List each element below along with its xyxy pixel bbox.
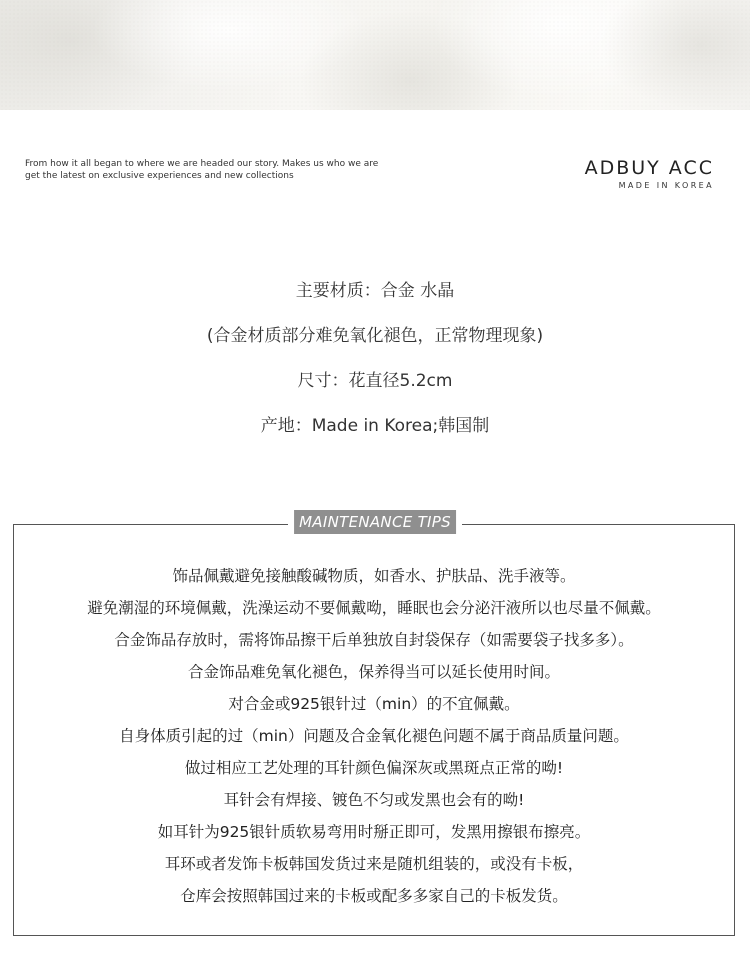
tip-line: 耳针会有焊接、镀色不匀或发黑也会有的呦! <box>223 791 525 809</box>
brand-tagline: MADE IN KOREA <box>618 181 714 190</box>
tip-line: 合金饰品难免氧化褪色，保养得当可以延长使用时间。 <box>187 663 560 681</box>
story-line-1: From how it all began to where we are headed our story. Makes us who we are <box>25 159 379 169</box>
hero-fabric-image <box>0 0 750 110</box>
spec-size: 尺寸：花直径5.2cm <box>297 371 453 391</box>
tip-line: 合金饰品存放时，需将饰品擦干后单独放自封袋保存（如需要袋子找多多）。 <box>114 631 634 649</box>
brand-story-text <box>25 158 425 182</box>
tip-line: 做过相应工艺处理的耳针颜色偏深灰或黑斑点正常的呦! <box>184 759 564 777</box>
tip-line: 避免潮湿的环境佩戴，洗澡运动不要佩戴呦，睡眠也会分泌汗液所以也尽量不佩戴。 <box>87 599 661 617</box>
maintenance-tips-title: MAINTENANCE TIPS <box>294 510 456 534</box>
spec-origin: 产地：Made in Korea;韩国制 <box>260 416 490 436</box>
brand-logo <box>585 157 714 190</box>
brand-name: ADBUY ACC <box>584 157 714 179</box>
tip-line: 对合金或925银针过（min）的不宜佩戴。 <box>228 695 520 713</box>
product-specs <box>0 276 750 456</box>
spec-material: 主要材质：合金 水晶 <box>295 281 455 301</box>
tip-line: 如耳针为925银针质软易弯用时掰正即可，发黑用擦银布擦亮。 <box>157 823 591 841</box>
tip-line: 自身体质引起的过（min）问题及合金氧化褪色问题不属于商品质量问题。 <box>119 727 629 745</box>
tip-line: 饰品佩戴避免接触酸碱物质，如香水、护肤品、洗手液等。 <box>172 567 576 585</box>
tip-line: 仓库会按照韩国过来的卡板或配多多家自己的卡板发货。 <box>180 887 568 905</box>
spec-material-note: (合金材质部分难免氧化褪色，正常物理现象) <box>206 326 544 346</box>
story-line-2: get the latest on exclusive experiences and new collections <box>25 171 294 181</box>
maintenance-tips-list <box>13 560 735 912</box>
tip-line: 耳环或者发饰卡板韩国发货过来是随机组装的，或没有卡板， <box>164 855 584 873</box>
